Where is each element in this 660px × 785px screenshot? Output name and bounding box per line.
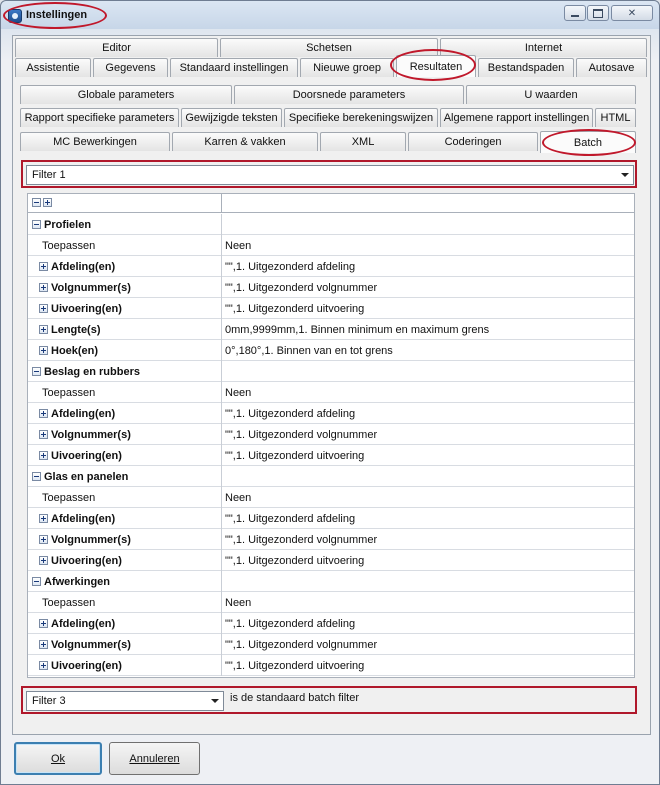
property-value-cell[interactable]: "",1. Uitgezonderd uitvoering: [225, 302, 365, 315]
tab-label: U waarden: [524, 89, 578, 101]
grid-property-row[interactable]: [28, 235, 635, 256]
chevron-down-icon: [621, 173, 629, 177]
tab-specifieke-berekeningswijzen[interactable]: [284, 108, 438, 127]
property-value-cell[interactable]: "",1. Uitgezonderd afdeling: [225, 407, 356, 420]
property-name-cell: [28, 361, 222, 382]
tab-label: Bestandspaden: [487, 62, 565, 74]
grid-property-row[interactable]: [28, 655, 635, 676]
property-value-cell[interactable]: "",1. Uitgezonderd volgnummer: [225, 533, 378, 546]
tab-algemene-rapport-instellingen[interactable]: [440, 108, 593, 127]
default-filter-select[interactable]: [26, 691, 224, 711]
property-value-cell[interactable]: "",1. Uitgezonderd afdeling: [225, 512, 356, 525]
cancel-button-label: Annuleren: [129, 752, 180, 765]
property-label: Uivoering(en): [51, 554, 122, 567]
property-label: Volgnummer(s): [51, 281, 131, 294]
property-value-cell[interactable]: "",1. Uitgezonderd afdeling: [225, 260, 356, 273]
expand-icon[interactable]: [39, 346, 48, 355]
grid-category-row[interactable]: [28, 466, 635, 487]
property-label: Volgnummer(s): [51, 533, 131, 546]
property-value-cell[interactable]: Neen: [225, 491, 252, 504]
filter-select[interactable]: [26, 165, 634, 185]
property-label: Toepassen: [42, 239, 96, 252]
property-name-cell: [28, 403, 222, 424]
property-name-cell: [28, 592, 222, 613]
tab-label: Rapport specifieke parameters: [24, 112, 175, 124]
expand-all-icon[interactable]: [43, 198, 52, 207]
property-value-cell[interactable]: 0mm,9999mm,1. Binnen minimum en maximum grens: [225, 323, 490, 336]
property-value-cell[interactable]: "",1. Uitgezonderd volgnummer: [225, 281, 378, 294]
property-label: Hoek(en): [51, 344, 99, 357]
ok-button[interactable]: [14, 742, 102, 775]
default-filter-value: Filter 3: [32, 695, 66, 707]
property-label: Uivoering(en): [51, 659, 122, 672]
tab-bestandspaden[interactable]: [478, 58, 574, 77]
tab-label: Nieuwe groep: [313, 62, 381, 74]
property-value-cell[interactable]: "",1. Uitgezonderd uitvoering: [225, 659, 365, 672]
property-label: Afdeling(en): [51, 617, 116, 630]
grid-property-row[interactable]: [28, 550, 635, 571]
tab-label: Algemene rapport instellingen: [443, 112, 590, 124]
tab-karren-vakken[interactable]: [172, 132, 318, 151]
grid-divider: [221, 194, 222, 213]
property-value-cell[interactable]: Neen: [225, 239, 252, 252]
tab-label: Batch: [573, 136, 603, 149]
default-filter-label: is de standaard batch filter: [230, 692, 360, 704]
grid-property-row[interactable]: [28, 424, 635, 445]
collapse-all-icon[interactable]: [32, 198, 41, 207]
property-value-cell[interactable]: [223, 571, 635, 592]
maximize-button[interactable]: [587, 5, 609, 21]
property-label: Volgnummer(s): [51, 428, 131, 441]
tab-label: Globale parameters: [77, 89, 175, 101]
property-label: Volgnummer(s): [51, 638, 131, 651]
close-button[interactable]: ✕: [611, 5, 653, 21]
property-value-cell[interactable]: "",1. Uitgezonderd uitvoering: [225, 449, 365, 462]
property-value-cell[interactable]: "",1. Uitgezonderd afdeling: [225, 617, 356, 630]
expand-icon[interactable]: [39, 661, 48, 670]
property-grid: [27, 193, 635, 678]
property-label: Afwerkingen: [44, 575, 111, 588]
grid-property-row[interactable]: [28, 613, 635, 634]
tab-label: Schetsen: [306, 42, 352, 54]
tab-label: Karren & vakken: [204, 136, 286, 148]
property-name-cell: [28, 529, 222, 550]
property-label: Toepassen: [42, 596, 96, 609]
window-title: Instellingen: [26, 9, 88, 21]
collapse-icon[interactable]: [32, 220, 41, 229]
expand-icon[interactable]: [39, 451, 48, 460]
expand-icon[interactable]: [39, 430, 48, 439]
property-value-cell[interactable]: "",1. Uitgezonderd volgnummer: [225, 638, 378, 651]
expand-icon[interactable]: [39, 304, 48, 313]
collapse-icon[interactable]: [32, 577, 41, 586]
tab-label: HTML: [600, 112, 631, 124]
grid-property-row[interactable]: [28, 256, 635, 277]
tab-assistentie[interactable]: [15, 58, 91, 77]
property-name-cell: [28, 256, 222, 277]
grid-category-row[interactable]: [28, 571, 635, 592]
grid-property-row[interactable]: [28, 403, 635, 424]
tab-autosave[interactable]: [576, 58, 647, 77]
grid-property-row[interactable]: [28, 382, 635, 403]
grid-property-row[interactable]: [28, 298, 635, 319]
property-value-cell[interactable]: Neen: [225, 596, 252, 609]
ok-button-label: Ok: [50, 752, 66, 765]
property-name-cell: [28, 424, 222, 445]
grid-property-row[interactable]: [28, 319, 635, 340]
tab-label: Internet: [524, 42, 563, 54]
property-value-cell[interactable]: "",1. Uitgezonderd uitvoering: [225, 554, 365, 567]
tab-gegevens[interactable]: [93, 58, 168, 77]
property-name-cell: [28, 340, 222, 361]
collapse-icon[interactable]: [32, 472, 41, 481]
property-label: Toepassen: [42, 491, 96, 504]
chevron-down-icon: [211, 699, 219, 703]
property-label: Profielen: [44, 218, 92, 231]
property-name-cell: [28, 235, 222, 256]
tab-label: XML: [351, 136, 375, 148]
expand-icon[interactable]: [39, 325, 48, 334]
tab-coderingen[interactable]: [408, 132, 538, 151]
property-name-cell: [28, 508, 222, 529]
property-label: Uivoering(en): [51, 302, 122, 315]
property-name-cell: [28, 277, 222, 298]
property-name-cell: [28, 634, 222, 655]
minimize-button[interactable]: [564, 5, 586, 21]
property-name-cell: [28, 319, 222, 340]
grid-property-row[interactable]: [28, 508, 635, 529]
expand-icon[interactable]: [39, 556, 48, 565]
tab-label: Editor: [102, 42, 131, 54]
tab-gewijzigde-teksten[interactable]: [181, 108, 282, 127]
title-bar: [1, 1, 659, 29]
property-label: Uivoering(en): [51, 449, 122, 462]
tab-batch[interactable]: [540, 131, 636, 153]
expand-icon[interactable]: [39, 619, 48, 628]
tab-label: Standaard instellingen: [179, 62, 289, 74]
property-label: Toepassen: [42, 386, 96, 399]
grid-property-row[interactable]: [28, 445, 635, 466]
property-name-cell: [28, 613, 222, 634]
property-value-cell[interactable]: 0°,180°,1. Binnen van en tot grens: [225, 344, 393, 357]
grid-property-row[interactable]: [28, 487, 635, 508]
tab-label: MC Bewerkingen: [53, 136, 137, 148]
property-label: Afdeling(en): [51, 260, 116, 273]
tab-standaard-instellingen[interactable]: [170, 58, 298, 77]
tab-label: Doorsnede parameters: [292, 89, 406, 101]
grid-property-row[interactable]: [28, 529, 635, 550]
tab-xml[interactable]: [320, 132, 406, 151]
property-label: Beslag en rubbers: [44, 365, 140, 378]
expand-icon[interactable]: [39, 535, 48, 544]
tab-label: Resultaten: [409, 60, 463, 73]
expand-icon[interactable]: [39, 640, 48, 649]
tab-label: Gegevens: [105, 62, 156, 74]
grid-toolbar: [28, 194, 635, 213]
tab-html[interactable]: [595, 108, 636, 127]
tab-label: Coderingen: [444, 136, 502, 148]
property-name-cell: [28, 214, 222, 235]
grid-category-row[interactable]: [28, 214, 635, 235]
property-value-cell[interactable]: [223, 466, 635, 487]
tab-mc-bewerkingen[interactable]: [20, 132, 170, 151]
property-name-cell: [28, 298, 222, 319]
property-label: Afdeling(en): [51, 407, 116, 420]
tab-label: Assistentie: [26, 62, 80, 74]
property-name-cell: [28, 655, 222, 676]
property-name-cell: [28, 382, 222, 403]
grid-property-row[interactable]: [28, 634, 635, 655]
title-highlight-oval: [3, 2, 107, 29]
expand-icon[interactable]: [39, 262, 48, 271]
property-label: Lengte(s): [51, 323, 101, 336]
property-value-cell[interactable]: Neen: [225, 386, 252, 399]
property-name-cell: [28, 550, 222, 571]
property-name-cell: [28, 445, 222, 466]
tab-doorsnede-parameters[interactable]: [234, 85, 464, 104]
tab-label: Specifieke berekeningswijzen: [288, 112, 434, 124]
filter-select-value: Filter 1: [32, 169, 66, 181]
tab-editor[interactable]: [15, 38, 218, 57]
tab-label: Gewijzigde teksten: [185, 112, 278, 124]
grid-property-row[interactable]: [28, 340, 635, 361]
tab-globale-parameters[interactable]: [20, 85, 232, 104]
grid-property-row[interactable]: [28, 592, 635, 613]
property-name-cell: [28, 487, 222, 508]
property-label: Afdeling(en): [51, 512, 116, 525]
property-value-cell[interactable]: [223, 214, 635, 235]
tab-rapport-specifieke-parameters[interactable]: [20, 108, 179, 127]
property-label: Glas en panelen: [44, 470, 129, 483]
collapse-icon[interactable]: [32, 367, 41, 376]
tab-resultaten[interactable]: [396, 55, 476, 77]
property-name-cell: [28, 466, 222, 487]
expand-icon[interactable]: [39, 514, 48, 523]
expand-icon[interactable]: [39, 409, 48, 418]
tab-label: Autosave: [588, 62, 635, 74]
property-value-cell[interactable]: "",1. Uitgezonderd volgnummer: [225, 428, 378, 441]
grid-property-row[interactable]: [28, 277, 635, 298]
property-name-cell: [28, 571, 222, 592]
tab-nieuwe-groep[interactable]: [300, 58, 394, 77]
cancel-button[interactable]: [109, 742, 200, 775]
expand-icon[interactable]: [39, 283, 48, 292]
property-value-cell[interactable]: [223, 361, 635, 382]
tab-u-waarden[interactable]: [466, 85, 636, 104]
grid-category-row[interactable]: [28, 361, 635, 382]
